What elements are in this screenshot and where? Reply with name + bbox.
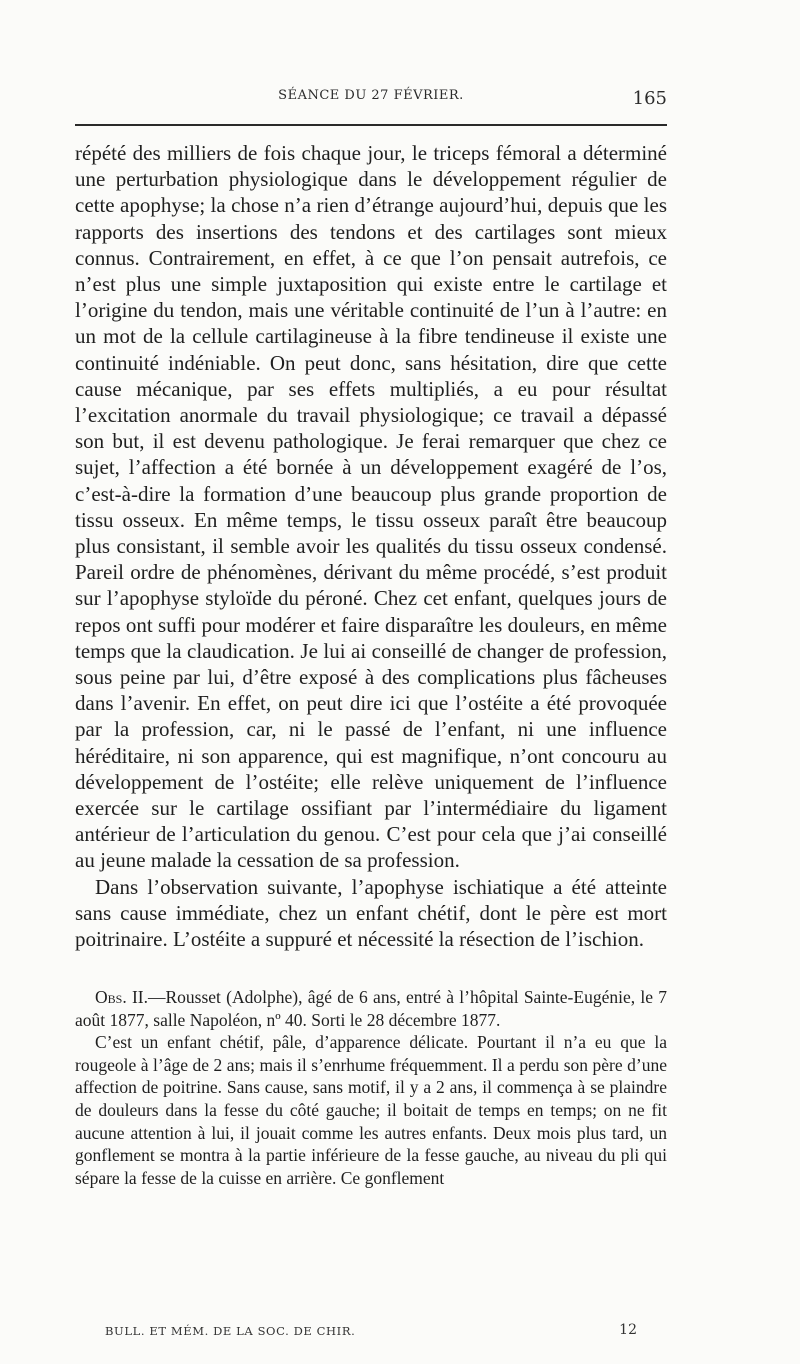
main-text — [75, 140, 667, 952]
page-header — [75, 88, 667, 118]
observation-heading-text: —Rousset (Adolphe), âgé de 6 ans, entré à l’hôpital Sainte-Eugénie, le 7 août 1877, salle Napoléon, nº 40. Sorti le 28 décembre 1877. — [75, 987, 667, 1030]
page-number: 165 — [632, 88, 667, 109]
journal-name: BULL. ET MÉM. DE LA SOC. DE CHIR. — [105, 1324, 356, 1338]
body-paragraph: Dans l’observation suivante, l’apophyse ischiatique a été atteinte sans cause immédiate, chez un enfant chétif, dont le père est mort poitrinaire. L’ostéite a suppuré et nécessité la résection de l’ischion. — [75, 874, 667, 952]
observation-label: Obs. II. — [95, 987, 148, 1007]
observation-heading — [75, 986, 667, 1031]
body-paragraph: répété des milliers de fois chaque jour, le triceps fémoral a déterminé une perturbation physiologique dans le développement régulier de cette apophyse; la chose n’a rien d’étrange aujourd’hui, depuis que les rapports des insertions des tendons et des cartilages sont mieux connus. Contrairement, en effet, à ce que l’on pensait autrefois, ce n’est plus une simple juxtaposition qui existe entre le cartilage et l’origine du tendon, mais une véritable continuité de l’un à l’autre: en un mot de la cellule cartilagineuse à la fibre tendineuse il existe une continuité indéniable. On peut donc, sans hésitation, dire que cette cause mécanique, par ses effets multipliés, a eu pour résultat l’excitation anormale du travail physiologique; ce travail a dépassé son but, il est devenu pathologique. Je ferai remarquer que chez ce sujet, l’affection a été bornée à un développement exagéré de l’os, c’est-à-dire la formation d’une beaucoup plus grande proportion de tissu osseux. En même temps, le tissu osseux paraît être beaucoup plus consistant, il semble avoir les qualités du tissu osseux condensé. Pareil ordre de phénomènes, dérivant du même procédé, s’est produit sur l’apophyse styloïde du péroné. Chez cet enfant, quelques jours de repos ont suffi pour modérer et faire disparaître les douleurs, en même temps que la claudication. Je lui ai conseillé de changer de profession, sous peine par lui, d’être exposé à des complications plus fâcheuses dans l’avenir. En effet, on peut dire ici que l’ostéite a été provoquée par la profession, car, ni le passé de l’enfant, ni une influence héréditaire, ni son apparence, qui est magnifique, n’ont concouru au développement de l’ostéite; elle relève uniquement de l’influence exercée sur le cartilage ossifiant par l’intermédiaire du ligament antérieur de l’articulation du genou. C’est pour cela que j’ai conseillé au jeune malade la cessation de sa profession. — [75, 141, 667, 873]
header-rule — [75, 124, 667, 126]
signature-mark: 12 — [619, 1322, 637, 1338]
observation-paragraph: C’est un enfant chétif, pâle, d’apparence délicate. Pourtant il n’a eu que la rougeole à l’âge de 2 ans; mais il s’enrhume fréquemment. Il a perdu son père d’une affection de poitrine. Sans cause, sans motif, il y a 2 ans, il commença à se plaindre de douleurs dans la fesse du côté gauche; il boitait de temps en temps; on ne fit aucune attention à lui, il jouait comme les autres enfants. Deux mois plus tard, un gonflement se montra à la partie inférieure de la fesse gauche, au niveau du pli qui sépare la fesse de la cuisse en arrière. Ce gonflement — [75, 1032, 667, 1188]
page-footer — [105, 1324, 637, 1344]
observation-section — [75, 986, 667, 1189]
running-title: SÉANCE DU 27 FÉVRIER. — [278, 88, 464, 103]
